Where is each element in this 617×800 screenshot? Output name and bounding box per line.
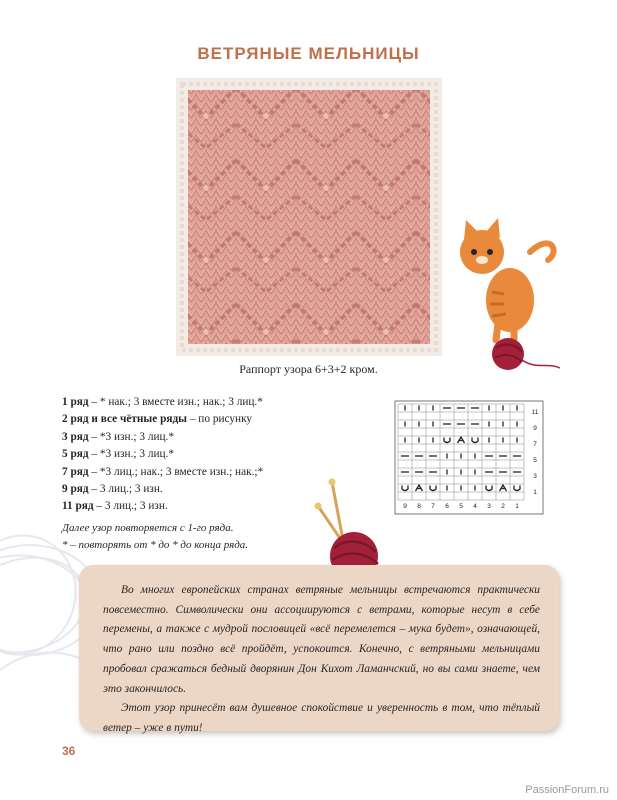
chart-col-label: 9 [403,503,407,510]
instruction-row-2: 2 ряд и все чётные ряды – по рисунку [62,413,253,426]
story-text [103,581,540,739]
chart-col-label: 7 [431,503,435,510]
chart-row-label: 9 [533,425,537,432]
instruction-row-11: 11 ряд – 3 лиц.; 3 изн. [62,500,168,513]
chart-col-label: 1 [515,503,519,510]
asterisk-note: * – повторять от * до * до конца ряда. [62,539,249,551]
cat-illustration [452,212,562,377]
pattern-repeat-caption: Раппорт узора 6+3+2 кром. [239,362,378,376]
chart-col-label: 5 [459,503,463,510]
story-paragraph-1: Во многих европейских странах ветряные мельницы встречаются практически повсеместно. Символически они ассоциируются с ветрами, которые несут в себе перемены, а также с мудрой пословицей «всё перемелется – мука будет», означающей, что рано или поздно всё пройдёт, успокоится. Конечно, с ветряными мельницами пробовал сражаться бедный дворянин Дон Кихот Ламанчский, но вы сами знаете, чем это закончилось. [103,584,540,695]
story-paragraph-2: Этот узор принесёт вам душевное спокойствие и уверенность в том, что тёплый ветер – уже в пути! [103,702,540,734]
chart-col-label: 3 [487,503,491,510]
instruction-row-1: 1 ряд – * нак.; 3 вместе изн.; нак.; 3 лиц.* [62,396,263,408]
chart-col-label: 4 [473,503,477,510]
chart-row-label: 7 [533,441,537,448]
chart-col-label: 6 [445,503,449,510]
notes [62,520,248,554]
chart-row-label: 1 [533,489,537,496]
knit-swatch-photo [176,78,442,356]
chart-row-label: 5 [533,457,537,464]
chart-col-label: 8 [417,503,421,510]
page-title: ВЕТРЯНЫЕ МЕЛЬНИЦЫ [197,44,420,63]
chart-col-label: 2 [501,503,505,510]
instruction-row-7: 7 ряд – *3 лиц.; нак.; 3 вместе изн.; нак.;* [62,465,264,478]
instruction-row-3: 3 ряд – *3 изн.; 3 лиц.* [62,430,175,443]
watermark: PassionForum.ru [525,784,609,796]
instruction-row-9: 9 ряд – 3 лиц.; 3 изн. [62,483,163,496]
repeat-note: Далее узор повторяется с 1-го ряда. [62,522,234,534]
instructions-list [62,394,263,516]
chart-row-label: 3 [533,473,537,480]
instruction-row-5: 5 ряд – *3 изн.; 3 лиц.* [62,448,175,461]
chart-row-label: 11 [531,409,539,416]
page-number: 36 [62,744,76,758]
knitting-chart [394,400,544,515]
